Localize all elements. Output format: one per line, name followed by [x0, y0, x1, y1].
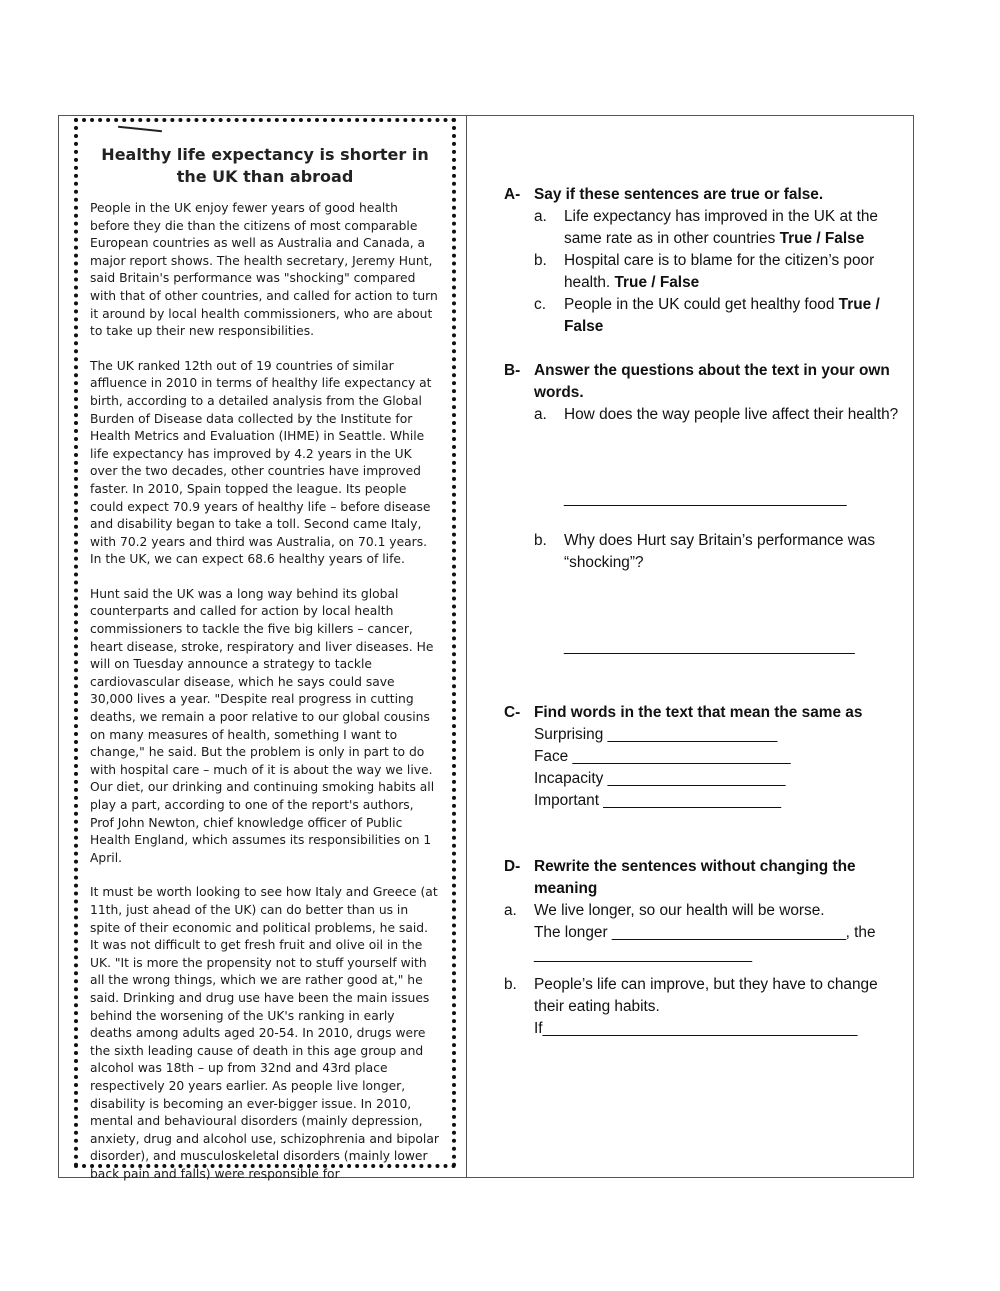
item-letter: c. [534, 296, 546, 313]
pen-stroke [118, 126, 162, 133]
section-c-heading [504, 702, 904, 724]
section-b-heading [504, 360, 904, 404]
article-paragraph: It must be worth looking to see how Italy and Greece (at 11th, just ahead of the UK) can do better than us in spite of their economic and political problems, he said. It was not difficult to get fresh fruit and olive oil in the UK. "It is more the propensity not to stuff yourself with all the wrong things, which we are rather good at," he said. Drinking and drug use have been the main issues behind the worsening of the UK's ranking in early deaths among adults aged 20-54. In 2010, drugs were the sixth leading cause of death in this age group and alcohol was 18th – up from 32nd and 43rd place respectively 20 years earlier. As people live longer, disability is becoming an ever-bigger issue. In 2010, mental and behavioural disorders (mainly depression, anxiety, drug and alcohol use, schizophrenia and bipolar disorder), and musculoskeletal disorders (mainly lower back pain and falls) were responsible for [90, 885, 439, 1181]
rewrite-body [534, 900, 876, 966]
section-b-title: Answer the questions about the text in your own words. [534, 362, 890, 401]
rewrite-stem: The longer [534, 924, 608, 941]
item-letter: b. [534, 252, 547, 269]
rewrite-line[interactable]: ___________________________ [534, 946, 752, 963]
section-d-label: D- [504, 858, 521, 875]
answer-line[interactable]: ___________________________________ [564, 490, 847, 507]
statement-text: People in the UK could get healthy food [564, 296, 839, 313]
rewrite-mid: , the [845, 924, 876, 941]
item-letter: b. [504, 976, 517, 993]
rewrite-body [534, 974, 904, 1040]
word-label: Surprising [534, 726, 604, 743]
word-row [534, 724, 904, 746]
word-answer-line[interactable]: ______________________ [607, 770, 785, 787]
rewrite-line[interactable]: _____________________________ [611, 924, 846, 941]
article-paragraph: People in the UK enjoy fewer years of good health before they die than the citizens of most comparable European countries as well as Australia and Canada, a major report shows. The health secretary, Jeremy Hunt, said Britain's performance was "shocking" compared with that of other countries, and called for action to turn it around by local health commissioners, who are about to take up their new responsibilities. [90, 201, 438, 339]
statement-text: Hospital care is to blame for the citizen’s poor health. [564, 252, 875, 291]
article [90, 144, 440, 1200]
item-letter: b. [534, 532, 547, 549]
item-letter: a. [534, 208, 547, 225]
section-c-words [504, 724, 904, 812]
article-title: Healthy life expectancy is shorter in the UK than abroad [101, 145, 429, 186]
section-d-title: Rewrite the sentences without changing the meaning [534, 858, 856, 897]
question-text: How does the way people live affect their health? [564, 406, 899, 423]
item-letter: a. [534, 406, 547, 423]
item-letter: a. [504, 902, 517, 919]
word-label: Face [534, 748, 569, 765]
column-divider [466, 115, 467, 1178]
section-c-label: C- [504, 704, 521, 721]
section-a-label: A- [504, 186, 521, 203]
question-text: Why does Hurt say Britain’s performance was “shocking”? [564, 532, 876, 571]
word-row [534, 790, 904, 812]
answer-line[interactable]: ____________________________________ [564, 638, 855, 655]
true-false-item [534, 294, 904, 338]
article-paragraph: Hunt said the UK was a long way behind its global counterparts and called for action by local health commissioners to tackle the five big killers – cancer, heart disease, stroke, respiratory and liver diseases. He will on Tuesday announce a strategy to tackle cardiovascular disease, which he says could save 30,000 lives a year. "Despite real progress in cutting deaths, we remain a poor relative to our global cousins on many measures of health, something I want to change," he said. But the problem is only in part to do with hospital care – much of it is about the way we live. Our diet, our drinking and continuing smoking habits all play a part, according to one of the report's authors, Prof John Newton, chief knowledge officer of Public Health England, which assumes its responsibilities on 1 April. [90, 586, 435, 865]
word-row [534, 768, 904, 790]
rewrite-stem: If [534, 1020, 543, 1037]
section-a-title: Say if these sentences are true or false. [534, 186, 824, 203]
word-answer-line[interactable]: ______________________ [603, 792, 781, 809]
true-false-choice[interactable]: True / False [614, 274, 700, 291]
rewrite-answer [534, 922, 876, 944]
rewrite-sentence: People’s life can improve, but they have to change their eating habits. [534, 976, 878, 1015]
article-clipping [74, 118, 456, 1181]
item-text [564, 294, 904, 338]
rewrite-item [504, 900, 904, 966]
true-false-item [534, 206, 904, 250]
item-text [564, 250, 904, 294]
item-text [564, 206, 904, 250]
word-label: Incapacity [534, 770, 604, 787]
questions-column [504, 184, 904, 1040]
rewrite-line[interactable]: _______________________________________ [542, 1020, 857, 1037]
section-a-heading [504, 184, 904, 206]
word-label: Important [534, 792, 600, 809]
section-c-title: Find words in the text that mean the same as [534, 704, 863, 721]
question-item [534, 404, 904, 426]
word-answer-line[interactable]: ___________________________ [572, 748, 791, 765]
true-false-choice[interactable]: True / False [564, 296, 880, 335]
section-b-items [504, 404, 904, 658]
word-answer-line[interactable]: _____________________ [607, 726, 777, 743]
true-false-choice[interactable]: True / False [779, 230, 865, 247]
section-b-label: B- [504, 362, 521, 379]
article-paragraph: The UK ranked 12th out of 19 countries of similar affluence in 2010 in terms of healthy life expectancy at birth, according to a detailed analysis from the Global Burden of Disease data collected by the Institute for Health Metrics and Evaluation (IHME) in Seattle. While life expectancy has improved by 4.2 years in the UK over the two decades, other countries have improved faster. In 2010, Spain topped the league. Its people could expect 70.9 years of healthy life – before disease and disability began to take a toll. Second came Italy, with 70.2 years and third was Australia, on 70.1 years. In the UK, we can expect 68.6 healthy years of life. [90, 358, 432, 567]
rewrite-item [504, 974, 904, 1040]
true-false-item [534, 250, 904, 294]
rewrite-answer [534, 1018, 904, 1040]
statement-text: Life expectancy has improved in the UK at the same rate as in other countries [564, 208, 878, 247]
word-row [534, 746, 904, 768]
rewrite-sentence: We live longer, so our health will be worse. [534, 902, 825, 919]
section-a-items [504, 206, 904, 338]
question-item [534, 530, 904, 574]
section-d-heading [504, 856, 904, 900]
